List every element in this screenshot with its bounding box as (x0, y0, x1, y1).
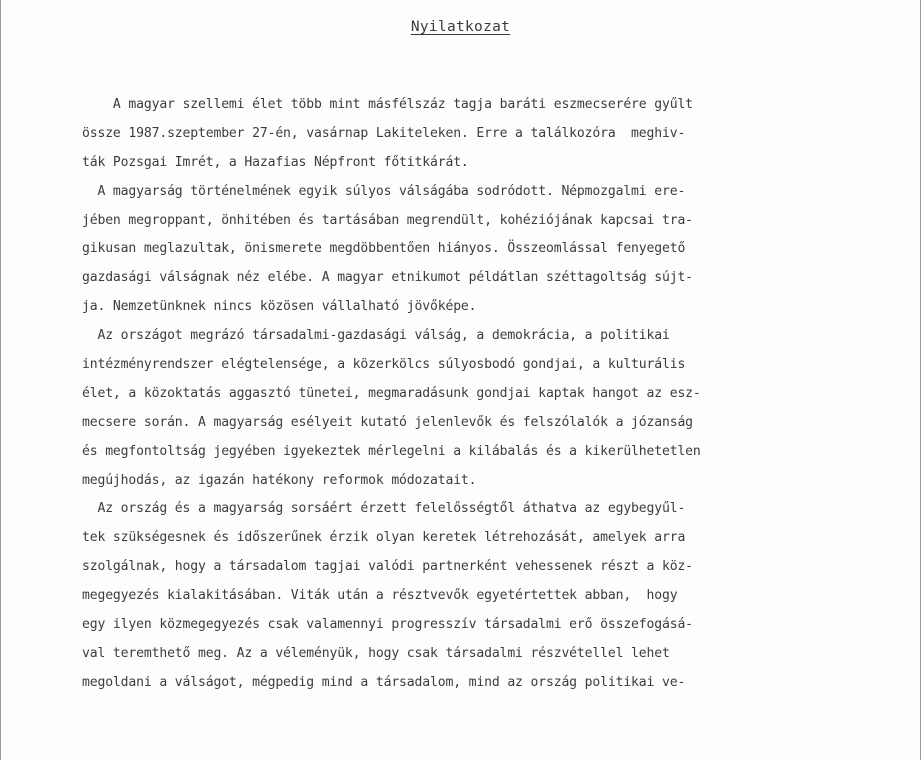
text-line: szolgálnak, hogy a társadalom tagjai valódi partnerként vehessenek részt a köz- (82, 559, 693, 575)
text-line: val teremthető meg. Az a véleményük, hogy csak társadalmi részvétellel lehet (82, 645, 670, 661)
text-line: megújhodás, az igazán hatékony reformok módozatait. (82, 472, 477, 488)
text-line: Az országot megrázó társadalmi-gazdasági válság, a demokrácia, a politikai (82, 328, 670, 344)
text-line: intézményrendszer elégtelensége, a közerkölcs súlyosbodó gondjai, a kulturális (82, 357, 686, 373)
text-line: megegyezés kialakitásában. Viták után a résztvevők egyetértettek abban, hogy (82, 588, 678, 604)
document-body (82, 91, 862, 698)
text-line: és megfontoltság jegyében igyekeztek mérlegelni a kilábalás és a kikerülhetetlen (82, 443, 701, 459)
text-line: A magyarság történelmének egyik súlyos válságába sodródott. Népmozgalmi ere- (82, 183, 686, 199)
text-line: mecsere során. A magyarság esélyeit kutató jelenlevők és felszólalók a józanság (82, 414, 693, 430)
text-line: gikusan meglazultak, önismerete megdöbbentően hiányos. Összeomlással fenyegető (82, 241, 686, 257)
text-line: egy ilyen közmegegyezés csak valamennyi progresszív társadalmi erő összefogásá- (82, 617, 693, 633)
text-line: össze 1987.szeptember 27-én, vasárnap Lakiteleken. Erre a találkozóra meghiv- (82, 125, 686, 141)
document-title-text: Nyilatkozat (410, 19, 511, 35)
text-line: ták Pozsgai Imrét, a Hazafias Népfront főtitkárát. (82, 154, 469, 170)
text-line: ja. Nemzetünknek nincs közösen vállalható jövőképe. (82, 299, 477, 315)
text-line: A magyar szellemi élet több mint másfélszáz tagja baráti eszmecserére gyűlt (82, 97, 693, 112)
text-line: tek szükségesnek és időszerűnek érzik olyan keretek létrehozását, amelyek arra (82, 530, 686, 546)
text-line: jében megroppant, önhitében és tartásában megrendült, kohéziójának kapcsai tra- (82, 212, 693, 228)
text-line: gazdasági válságnak néz elébe. A magyar etnikumot példátlan széttagoltság sújt- (82, 270, 693, 286)
text-line: megoldani a válságot, mégpedig mind a társadalom, mind az ország politikai ve- (82, 674, 686, 690)
text-line: élet, a közoktatás aggasztó tünetei, megmaradásunk gondjai kaptak hangot az esz- (82, 385, 701, 401)
document-title (1, 19, 920, 35)
text-line: Az ország és a magyarság sorsáért érzett felelősségtől áthatva az egybegyűl- (82, 501, 686, 517)
